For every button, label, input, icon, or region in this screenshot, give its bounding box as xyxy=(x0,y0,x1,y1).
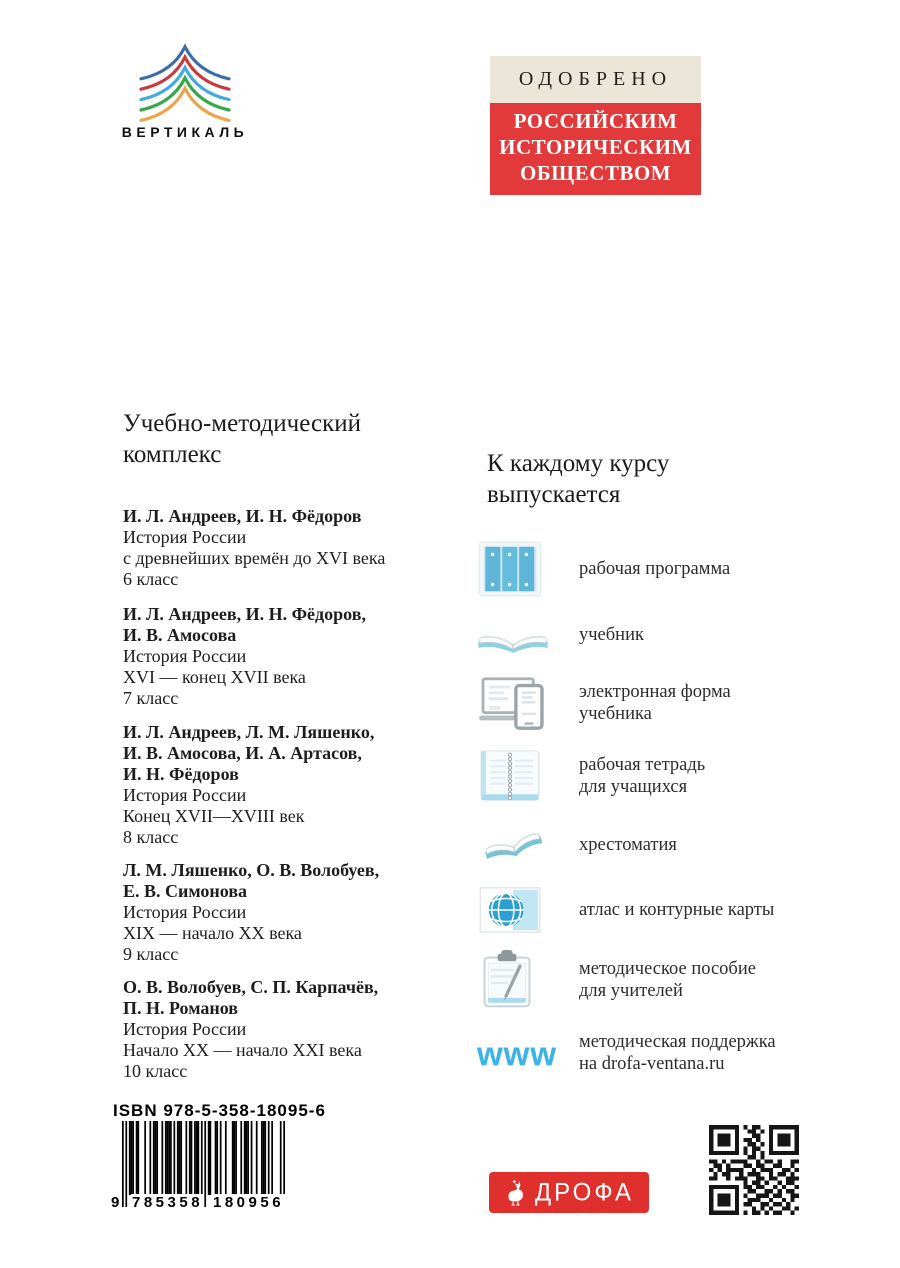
barcode-digits: 9 785358 180956 xyxy=(111,1194,285,1211)
approval-badge-society xyxy=(490,103,701,195)
entry-authors: И. Л. Андреев, И. Н. Фёдоров, xyxy=(123,604,366,624)
entry-title: История России xyxy=(123,1019,247,1039)
entry-grade: 9 класс xyxy=(123,944,179,964)
course-item-label: учебник xyxy=(579,625,644,645)
vertikal-logo-text: ВЕРТИКАЛЬ xyxy=(121,124,249,140)
entry-authors: О. В. Волобуев, С. П. Карпачёв, xyxy=(123,977,379,997)
umk-entry xyxy=(123,506,423,590)
entry-subtitle: XIX — начало XX века xyxy=(123,923,302,943)
textbook-icon xyxy=(477,609,549,661)
course-item-row xyxy=(477,948,877,1012)
student-workbook-icon xyxy=(477,749,549,803)
umk-entry xyxy=(123,977,423,1082)
course-item-label: хрестоматия xyxy=(579,835,677,855)
www-icon: www xyxy=(477,1034,558,1072)
entry-grade: 8 класс xyxy=(123,827,179,847)
course-item-label: рабочая программа xyxy=(579,559,731,579)
entry-authors: И. В. Амосова, И. А. Артасов, xyxy=(123,743,362,763)
qr-code xyxy=(707,1123,801,1217)
umk-heading xyxy=(123,408,361,470)
course-item-row xyxy=(477,817,877,873)
entry-title: История России xyxy=(123,646,247,666)
entry-title: История России xyxy=(123,527,247,547)
vertikal-chevrons-icon xyxy=(122,42,248,122)
per-course-heading-line2: выпускается xyxy=(487,481,621,508)
badge-line: РОССИЙСКИМ xyxy=(513,109,678,133)
course-item-row xyxy=(477,538,877,600)
course-item-row xyxy=(477,606,877,664)
entry-authors: И. Н. Фёдоров xyxy=(123,764,239,784)
entry-subtitle: XVI — конец XVII века xyxy=(123,667,306,687)
drofa-bird-icon xyxy=(504,1179,528,1207)
entry-authors: П. Н. Романов xyxy=(123,998,238,1018)
course-item-label: электронная форма учебника xyxy=(579,682,731,724)
umk-heading-line1: Учебно-методический xyxy=(123,410,361,437)
atlas-icon xyxy=(477,885,549,935)
course-item-row xyxy=(477,882,877,938)
teacher-guide-icon xyxy=(477,949,549,1011)
work-program-icon xyxy=(477,540,549,598)
entry-grade: 6 класс xyxy=(123,569,179,589)
umk-entry xyxy=(123,722,423,848)
drofa-logo-text: ДРОФА xyxy=(534,1177,635,1207)
isbn-label: ISBN 978-5-358-18095-6 xyxy=(113,1101,326,1120)
approval-badge-top-label: ОДОБРЕНО xyxy=(490,56,701,103)
entry-authors: Е. В. Симонова xyxy=(123,881,248,901)
umk-entry xyxy=(123,860,423,965)
e-textbook-icon xyxy=(477,674,549,732)
reader-book-icon xyxy=(477,817,549,873)
per-course-heading-line1: К каждому курсу xyxy=(487,450,670,477)
entry-subtitle: Начало XX — начало XXI века xyxy=(123,1040,362,1060)
entry-grade: 10 класс xyxy=(123,1061,188,1081)
course-item-row xyxy=(477,748,877,804)
entry-title: История России xyxy=(123,785,247,805)
vertikal-logo xyxy=(118,42,252,140)
entry-grade: 7 класс xyxy=(123,688,179,708)
entry-authors: Л. М. Ляшенко, О. В. Волобуев, xyxy=(123,860,380,880)
entry-authors: И. Л. Андреев, Л. М. Ляшенко, xyxy=(123,722,375,742)
per-course-heading xyxy=(487,448,669,510)
course-item-label: методическая поддержка на drofa-ventana.ru xyxy=(579,1032,776,1074)
approval-badge xyxy=(490,56,701,195)
entry-subtitle: Конец XVII—XVIII век xyxy=(123,806,305,826)
course-item-label: рабочая тетрадь для учащихся xyxy=(579,755,706,797)
course-item-row xyxy=(477,1026,877,1080)
badge-line: ОБЩЕСТВОМ xyxy=(519,161,672,185)
drofa-publisher-logo xyxy=(489,1172,649,1213)
entry-authors: И. Л. Андреев, И. Н. Фёдоров xyxy=(123,506,362,526)
course-item-row xyxy=(477,673,877,733)
entry-subtitle: с древнейших времён до XVI века xyxy=(123,548,386,568)
entry-authors: И. В. Амосова xyxy=(123,625,237,645)
badge-line: ИСТОРИЧЕСКИМ xyxy=(499,135,692,159)
course-item-label: атлас и контурные карты xyxy=(579,900,775,920)
umk-heading-line2: комплекс xyxy=(123,441,222,468)
entry-title: История России xyxy=(123,902,247,922)
umk-entry xyxy=(123,604,423,709)
course-item-label: методическое пособие для учителей xyxy=(579,959,756,1001)
